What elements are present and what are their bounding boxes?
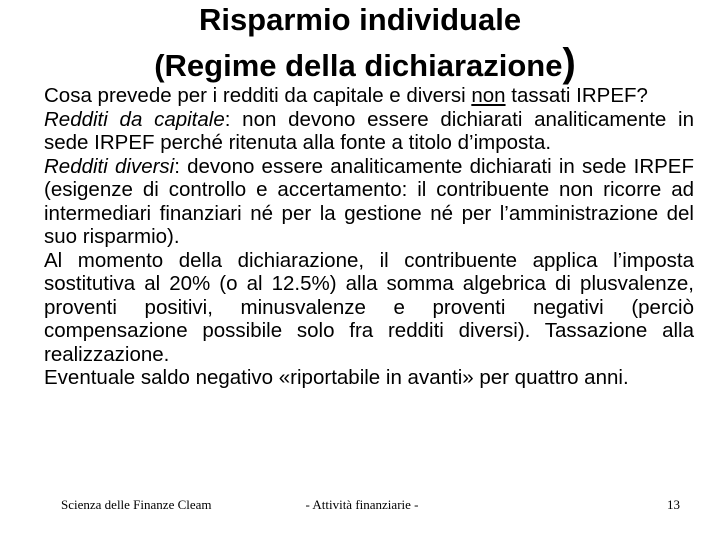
slide-title-line-1: Risparmio individuale xyxy=(198,2,522,37)
slide-title-line-2 xyxy=(5,41,720,85)
question-underlined-word: non xyxy=(471,84,506,107)
body-paragraph-redditi-diversi xyxy=(44,155,694,249)
slide-title-line-2-text: (Regime della dichiarazione xyxy=(154,48,563,83)
body-paragraph-redditi-capitale xyxy=(44,108,694,155)
footer-section-title: - Attività finanziarie - xyxy=(305,497,419,512)
footer-page-number: 13 xyxy=(667,497,680,512)
redditi-capitale-text: : non devono essere dichiarati analiticamente in sede IRPEF perché ritenuta alla fonte a titolo d’imposta. xyxy=(44,107,695,154)
redditi-diversi-label: Redditi diversi xyxy=(44,154,175,178)
body-paragraph-dichiarazione: Al momento della dichiarazione, il contribuente applica l’imposta sostitutiva al 20% (o al 12.5%) alla somma algebrica di plusvalenze, proventi positivi, minusvalenze e proventi negativi (perciò compensazione possibile solo fra redditi diversi). Tassazione alla realizzazione. xyxy=(44,248,694,366)
question-text-end: tassati IRPEF? xyxy=(505,84,648,107)
body-paragraph-saldo-negativo: Eventuale saldo negativo «riportabile in avanti» per quattro anni. xyxy=(44,366,629,389)
redditi-diversi-text: : devono essere analiticamente dichiarati in sede IRPEF (esigenze di controllo e accertamento: il contribuente non ricorre ad intermediari finanziari né per la gestione né per l’amministrazione del suo risparmio). xyxy=(44,154,694,248)
slide-body xyxy=(44,84,694,390)
question-text-start: Cosa prevede per i redditi da capitale e diversi xyxy=(44,84,472,107)
redditi-capitale-label: Redditi da capitale xyxy=(44,107,225,131)
body-paragraph-question xyxy=(44,84,694,108)
slide-title-closing-paren: ) xyxy=(562,41,576,85)
footer-course-name: Scienza delle Finanze Cleam xyxy=(61,497,212,512)
